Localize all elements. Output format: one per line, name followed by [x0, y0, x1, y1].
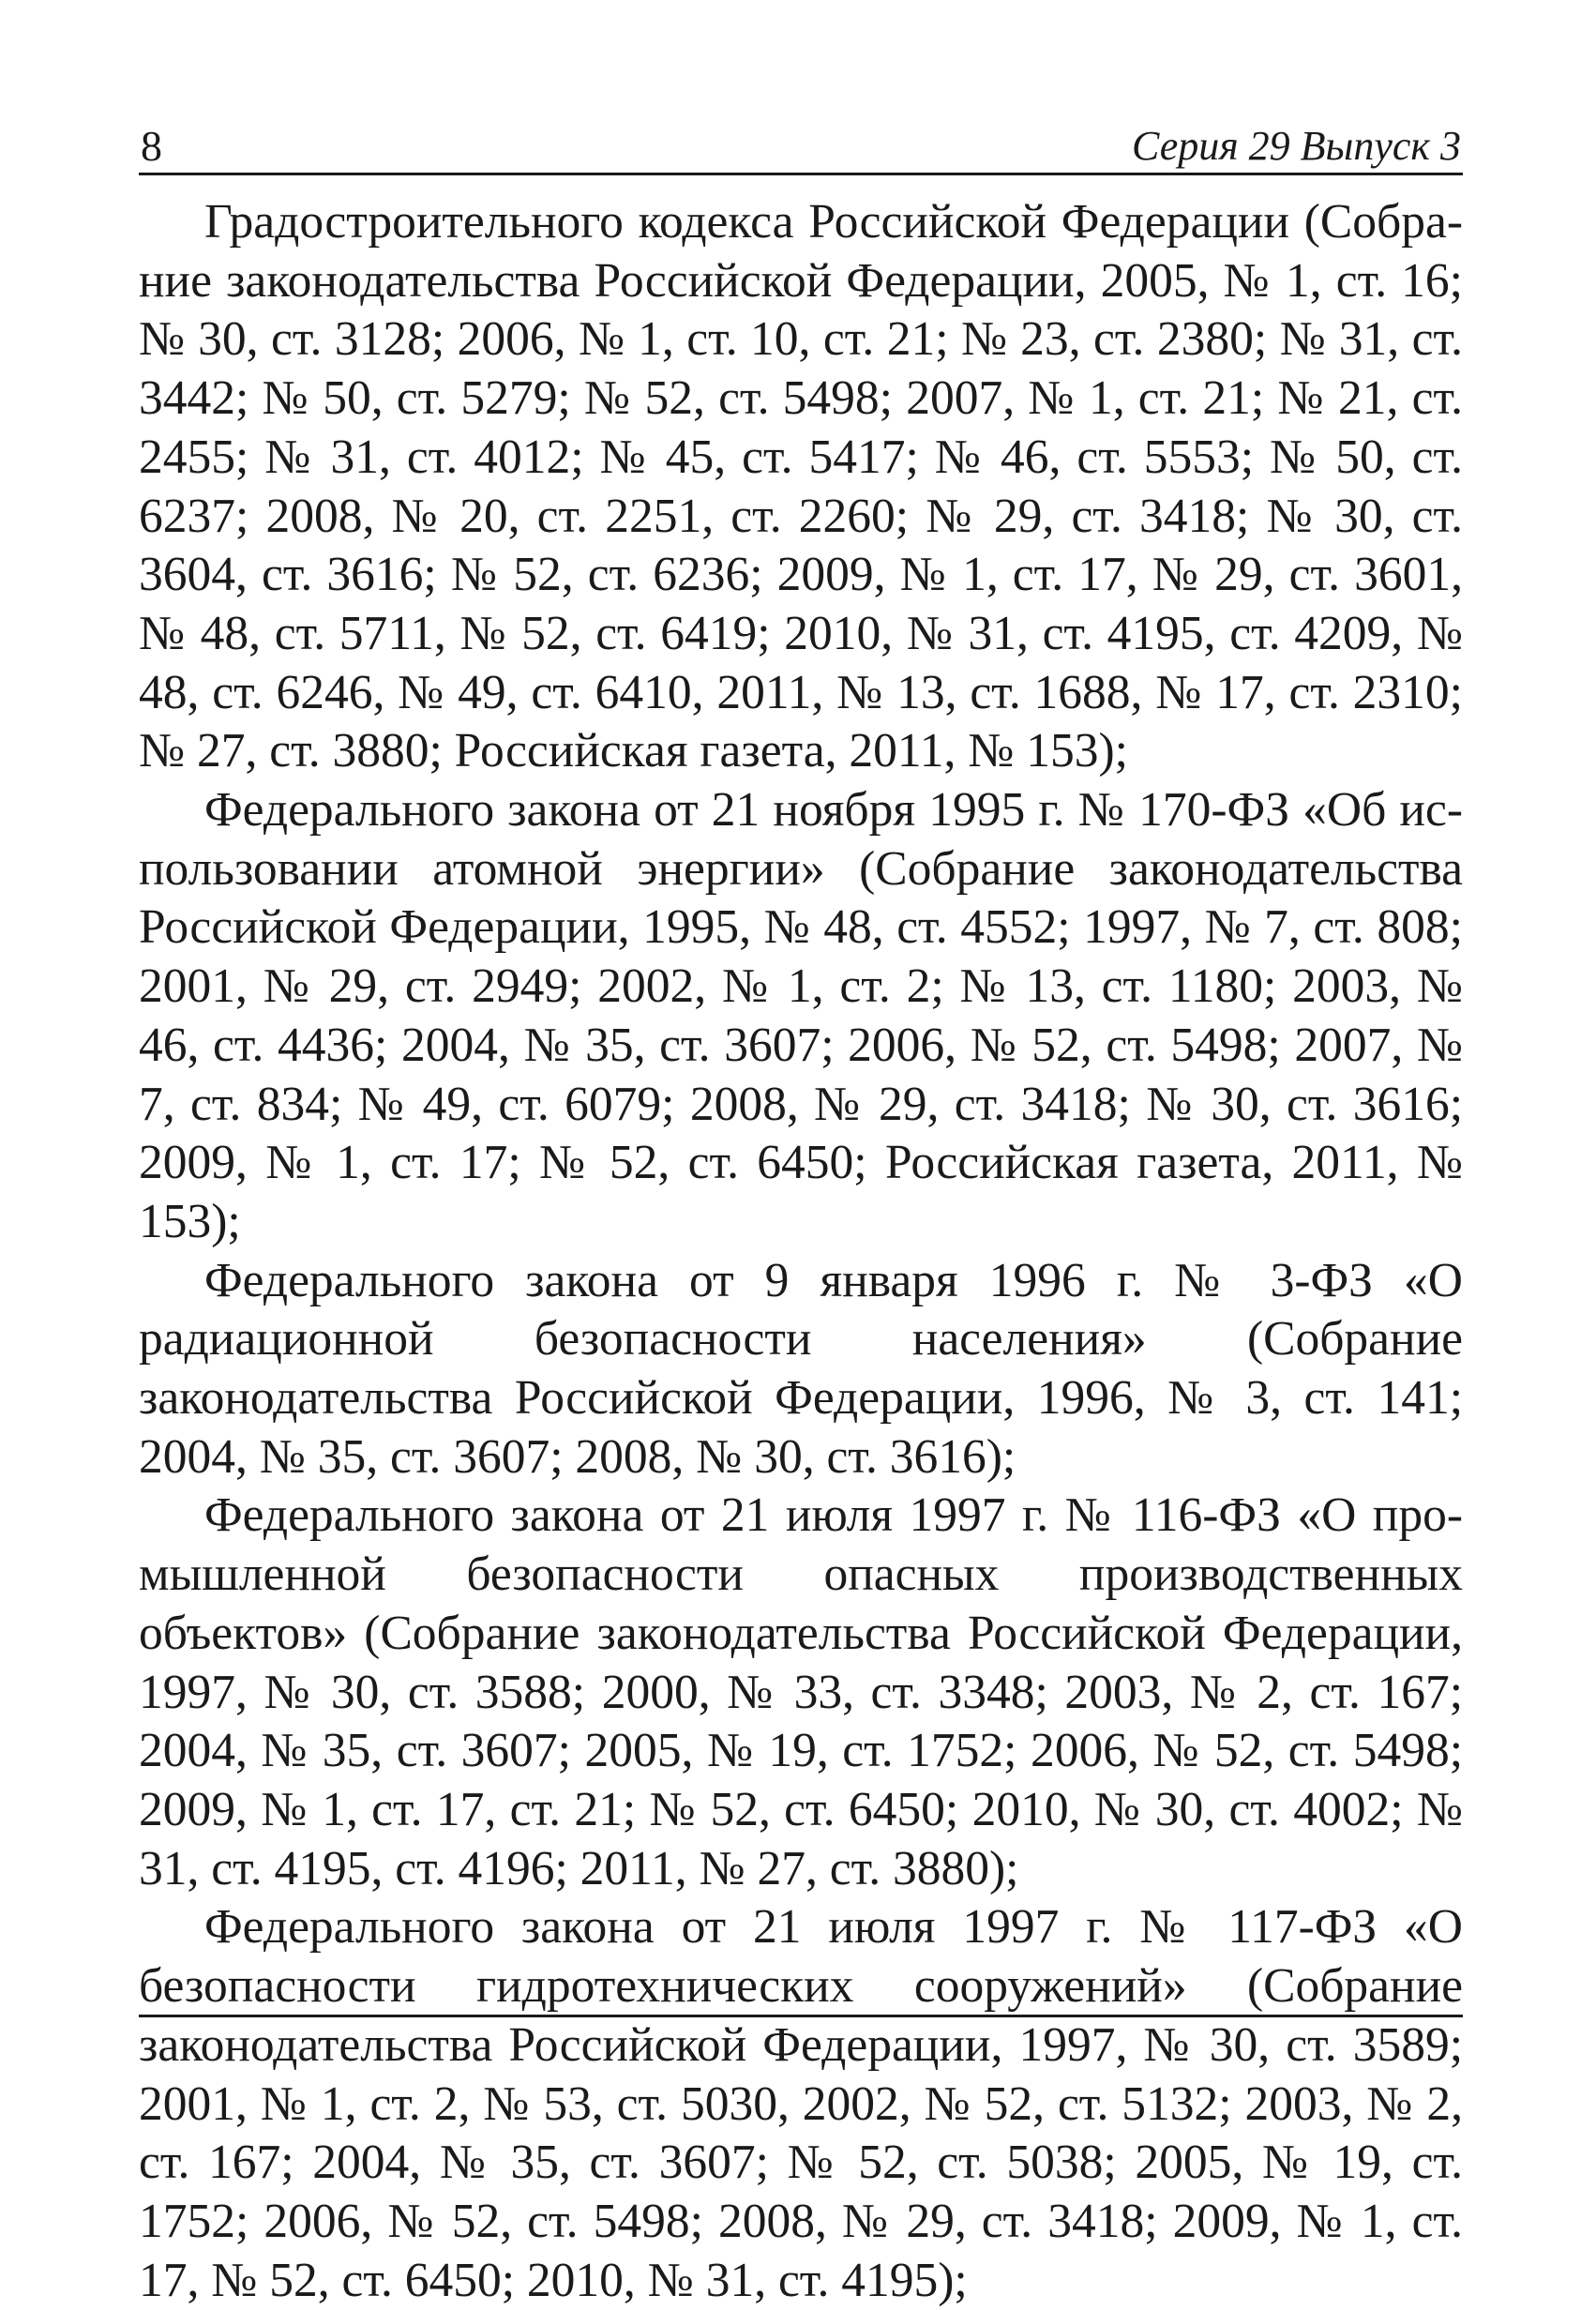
paragraph-industrial-safety-law: Федерального закона от 21 июля 1997 г. № 116-ФЗ «О промышленной безопасности опасных производственных объектов» (Собрание законодательства Российской Федерации, 1997, № 30, ст. 3588; 2000, № 33, ст. 3348; 2003, № 2, ст. 167; 2004, № 35, ст. 3607; 2005, № 19, ст. 1752; 2006, № 52, ст. 5498; 2009, № 1, ст. 17, ст. 21; № 52, ст. 6450; 2010, № 30, ст. 4002; № 31, ст. 4195, ст. 4196; 2011, № 27, ст. 3880);: [139, 1488, 1463, 1895]
body-text: [139, 193, 1463, 2310]
series-label: Серия 29 Выпуск 3: [1132, 123, 1461, 169]
page-header: [139, 120, 1463, 175]
footer-rule: [139, 2015, 1463, 2017]
paragraph-urban-planning-code: Градостроительного кодекса Российской Федерации (Собрание законодательства Российской Федерации, 2005, № 1, ст. 16; № 30, ст. 3128; 2006, № 1, ст. 10, ст. 21; № 23, ст. 2380; № 31, ст. 3442; № 50, ст. 5279; № 52, ст. 5498; 2007, № 1, ст. 21; № 21, ст. 2455; № 31, ст. 4012; № 45, ст. 5417; № 46, ст. 5553; № 50, ст. 6237; 2008, № 20, ст. 2251, ст. 2260; № 29, ст. 3418; № 30, ст. 3604, ст. 3616; № 52, ст. 6236; 2009, № 1, ст. 17, № 29, ст. 3601, № 48, ст. 5711, № 52, ст. 6419; 2010, № 31, ст. 4195, ст. 4209, № 48, ст. 6246, № 49, ст. 6410, 2011, № 13, ст. 1688, № 17, ст. 2310; № 27, ст. 3880; Российская газета, 2011, № 153);: [139, 195, 1463, 778]
page-number: 8: [141, 122, 162, 170]
paragraph-atomic-energy-law: Федерального закона от 21 ноября 1995 г. № 170-ФЗ «Об использовании атомной энергии» (Собрание законодательства Российской Федерации, 1995, № 48, ст. 4552; 1997, № 7, ст. 808; 2001, № 29, ст. 2949; 2002, № 1, ст. 2; № 13, ст. 1180; 2003, № 46, ст. 4436; 2004, № 35, ст. 3607; 2006, № 52, ст. 5498; 2007, № 7, ст. 834; № 49, ст. 6079; 2008, № 29, ст. 3418; № 30, ст. 3616; 2009, № 1, ст. 17; № 52, ст. 6450; Российская газета, 2011, № 153);: [139, 783, 1463, 1248]
paragraph-hydraulic-structures-law: Федерального закона от 21 июля 1997 г. № 117-ФЗ «О безопасности гидротехнических сооружений» (Собрание законодательства Российской Федерации, 1997, № 30, ст. 3589; 2001, № 1, ст. 2, № 53, ст. 5030, 2002, № 52, ст. 5132; 2003, № 2, ст. 167; 2004, № 35, ст. 3607; № 52, ст. 5038; 2005, № 19, ст. 1752; 2006, № 52, ст. 5498; 2008, № 29, ст. 3418; 2009, № 1, ст. 17, № 52, ст. 6450; 2010, № 31, ст. 4195);: [139, 1900, 1463, 2307]
paragraph-radiation-safety-law: Федерального закона от 9 января 1996 г. № 3-ФЗ «О радиационной безопасности населения» (Собрание законодательства Российской Федерации, 1996, № 3, ст. 141; 2004, № 35, ст. 3607; 2008, № 30, ст. 3616);: [139, 1253, 1463, 1484]
